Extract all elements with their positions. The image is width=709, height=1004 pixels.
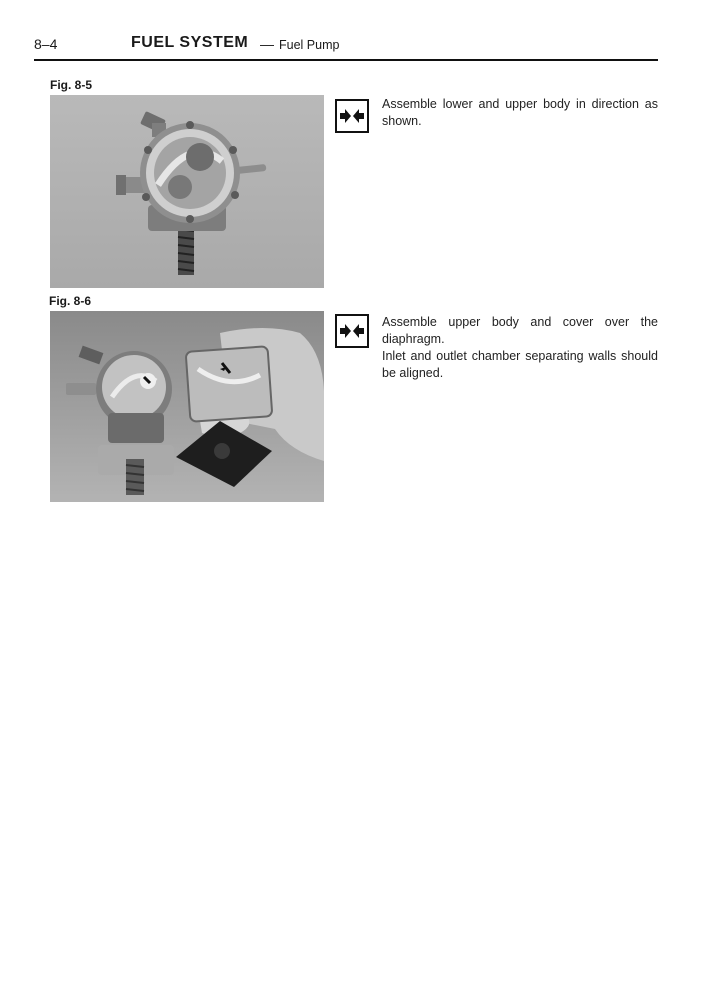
figure-label-8-6: Fig. 8-6 bbox=[49, 294, 92, 308]
instruction-line: diaphragm. bbox=[382, 332, 445, 346]
instruction-fig-8-5 bbox=[382, 96, 658, 130]
figure-label-8-5: Fig. 8-5 bbox=[50, 78, 93, 92]
section-title: FUEL SYSTEM bbox=[131, 34, 249, 51]
instruction-fig-8-6 bbox=[382, 314, 658, 382]
instruction-line: be aligned. bbox=[382, 366, 444, 380]
page-header bbox=[34, 34, 658, 62]
fuel-pump-parts-photo-fig-8-6 bbox=[50, 311, 324, 502]
instruction-line: Assemble lower and upper body in direction as bbox=[382, 97, 658, 111]
instruction-line: Inlet and outlet chamber separating walls should bbox=[382, 349, 658, 363]
header-rule bbox=[34, 59, 658, 61]
page-number: 8–4 bbox=[34, 36, 58, 52]
title-separator: — bbox=[260, 36, 274, 52]
fuel-pump-photo-fig-8-5 bbox=[50, 95, 324, 288]
subsection-title: Fuel Pump bbox=[279, 38, 340, 52]
instruction-line: Assemble upper body and cover over the bbox=[382, 315, 658, 329]
assemble-arrows-icon bbox=[335, 314, 369, 348]
instruction-line: shown. bbox=[382, 114, 422, 128]
assemble-arrows-icon bbox=[335, 99, 369, 133]
